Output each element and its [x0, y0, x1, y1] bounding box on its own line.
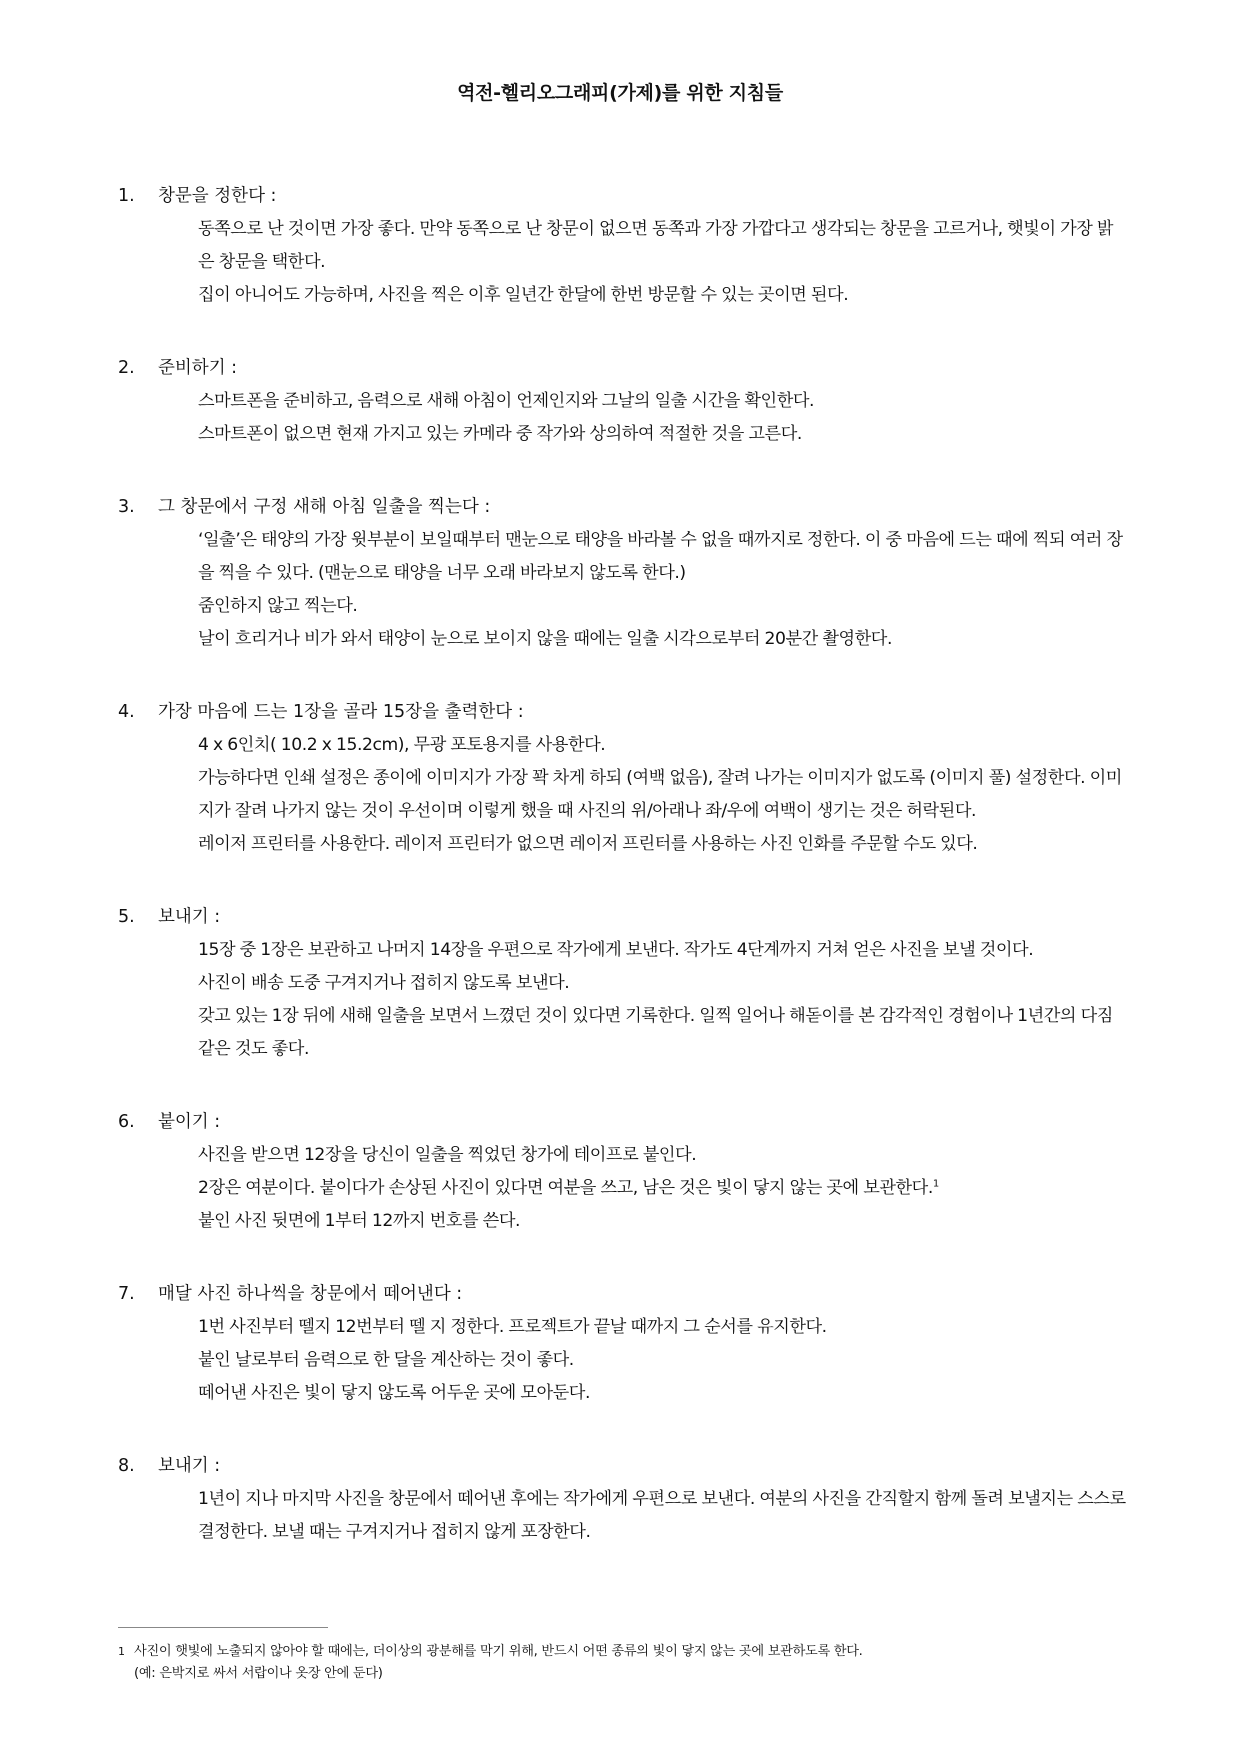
section-paragraph: 15장 중 1장은 보관하고 나머지 14장을 우편으로 작가에게 보낸다. 작가도 4단계까지 거쳐 얻은 사진을 보낼 것이다.	[198, 940, 1034, 960]
section-number: 5.	[118, 907, 135, 927]
section-paragraph: 집이 아니어도 가능하며, 사진을 찍은 이후 일년간 한달에 한번 방문할 수 있는 곳이면 된다.	[198, 285, 849, 305]
section-title: 가장 마음에 드는 1장을 골라 15장을 출력한다 :	[158, 702, 524, 722]
footnote-divider	[118, 1627, 328, 1628]
section-6	[118, 1106, 1128, 1238]
section-heading	[118, 1450, 1128, 1483]
instructions-list	[118, 180, 1128, 1589]
section-heading	[118, 696, 1128, 729]
section-paragraph: 동쪽으로 난 것이면 가장 좋다. 만약 동쪽으로 난 창문이 없으면 동쪽과 가장 가깝다고 생각되는 창문을 고르거나, 햇빛이 가장 밝은 창문을 택한다.	[198, 219, 1114, 272]
section-8	[118, 1450, 1128, 1549]
footnote	[118, 1641, 1128, 1685]
section-title: 창문을 정한다 :	[158, 186, 277, 206]
section-1	[118, 180, 1128, 312]
footnote-line	[118, 1641, 1128, 1663]
document-title: 역전-헬리오그래피(가제)를 위한 지침들	[457, 82, 783, 104]
section-heading	[118, 1106, 1128, 1139]
section-heading	[118, 1278, 1128, 1311]
section-heading	[118, 901, 1128, 934]
footnote-reference[interactable]: 1	[932, 1178, 939, 1190]
section-number: 3.	[118, 497, 135, 517]
section-5	[118, 901, 1128, 1066]
section-paragraph: 4 x 6인치( 10.2 x 15.2cm), 무광 포토용지를 사용한다.	[198, 735, 606, 755]
section-paragraph	[198, 1172, 1128, 1205]
section-number: 2.	[118, 358, 135, 378]
section-number: 8.	[118, 1456, 135, 1476]
section-heading	[118, 180, 1128, 213]
section-paragraph: 1년이 지나 마지막 사진을 창문에서 떼어낸 후에는 작가에게 우편으로 보낸다. 여분의 사진을 간직할지 함께 돌려 보낼지는 스스로 결정한다. 보낼 때는 구겨지거나 접히지 않게 포장한다.	[198, 1489, 1126, 1542]
section-title: 붙이기 :	[158, 1112, 221, 1132]
section-paragraph: 사진을 받으면 12장을 당신이 일출을 찍었던 창가에 테이프로 붙인다.	[198, 1145, 697, 1165]
section-title: 준비하기 :	[158, 358, 238, 378]
footnote-mark: 1	[118, 1645, 125, 1658]
section-3	[118, 491, 1128, 656]
section-title: 매달 사진 하나씩을 창문에서 떼어낸다 :	[158, 1284, 463, 1304]
section-number: 4.	[118, 702, 135, 722]
section-paragraph: 레이저 프린터를 사용한다. 레이저 프린터가 없으면 레이저 프린터를 사용하는 사진 인화를 주문할 수도 있다.	[198, 834, 978, 854]
section-paragraph: 날이 흐리거나 비가 와서 태양이 눈으로 보이지 않을 때에는 일출 시각으로부터 20분간 촬영한다.	[198, 629, 892, 649]
section-paragraph: 사진이 배송 도중 구겨지거나 접히지 않도록 보낸다.	[198, 973, 570, 993]
section-heading	[118, 491, 1128, 524]
section-paragraph: 1번 사진부터 뗄지 12번부터 뗄 지 정한다. 프로젝트가 끝날 때까지 그 순서를 유지한다.	[198, 1317, 827, 1337]
section-paragraph-text: 2장은 여분이다. 붙이다가 손상된 사진이 있다면 여분을 쓰고, 남은 것은 빛이 닿지 않는 곳에 보관한다.	[198, 1178, 933, 1198]
section-paragraph: 떼어낸 사진은 빛이 닿지 않도록 어두운 곳에 모아둔다.	[198, 1383, 590, 1403]
section-paragraph: 붙인 날로부터 음력으로 한 달을 계산하는 것이 좋다.	[198, 1350, 574, 1370]
section-heading	[118, 352, 1128, 385]
section-title: 그 창문에서 구정 새해 아침 일출을 찍는다 :	[158, 497, 491, 517]
section-title: 보내기 :	[158, 907, 221, 927]
footnote-text-continued: (예: 은박지로 싸서 서랍이나 옷장 안에 둔다)	[134, 1666, 383, 1681]
section-paragraph: 스마트폰이 없으면 현재 가지고 있는 카메라 중 작가와 상의하여 적절한 것을 고른다.	[198, 424, 802, 444]
section-number: 1.	[118, 186, 135, 206]
section-paragraph: 줌인하지 않고 찍는다.	[198, 596, 358, 616]
section-number: 6.	[118, 1112, 135, 1132]
section-number: 7.	[118, 1284, 135, 1304]
section-paragraph: 붙인 사진 뒷면에 1부터 12까지 번호를 쓴다.	[198, 1211, 521, 1231]
section-title: 보내기 :	[158, 1456, 221, 1476]
section-paragraph: ‘일출’은 태양의 가장 윗부분이 보일때부터 맨눈으로 태양을 바라볼 수 없을 때까지로 정한다. 이 중 마음에 드는 때에 찍되 여러 장을 찍을 수 있다. (맨눈으로 태양을 너무 오래 바라보지 않도록 한다.)	[198, 530, 1123, 583]
section-paragraph: 갖고 있는 1장 뒤에 새해 일출을 보면서 느꼈던 것이 있다면 기록한다. 일찍 일어나 해돋이를 본 감각적인 경험이나 1년간의 다짐 같은 것도 좋다.	[198, 1006, 1113, 1059]
section-4	[118, 696, 1128, 861]
section-paragraph: 가능하다면 인쇄 설정은 종이에 이미지가 가장 꽉 차게 하되 (여백 없음), 잘려 나가는 이미지가 없도록 (이미지 풀) 설정한다. 이미지가 잘려 나가지 않는 것이 우선이며 이렇게 했을 때 사진의 위/아래나 좌/우에 여백이 생기는 것은 허락된다.	[198, 768, 1122, 821]
section-2	[118, 352, 1128, 451]
footnote-text: 사진이 햇빛에 노출되지 않아야 할 때에는, 더이상의 광분해를 막기 위해, 반드시 어떤 종류의 빛이 닿지 않는 곳에 보관하도록 한다.	[134, 1644, 863, 1659]
section-paragraph: 스마트폰을 준비하고, 음력으로 새해 아침이 언제인지와 그날의 일출 시간을 확인한다.	[198, 391, 815, 411]
section-7	[118, 1278, 1128, 1410]
